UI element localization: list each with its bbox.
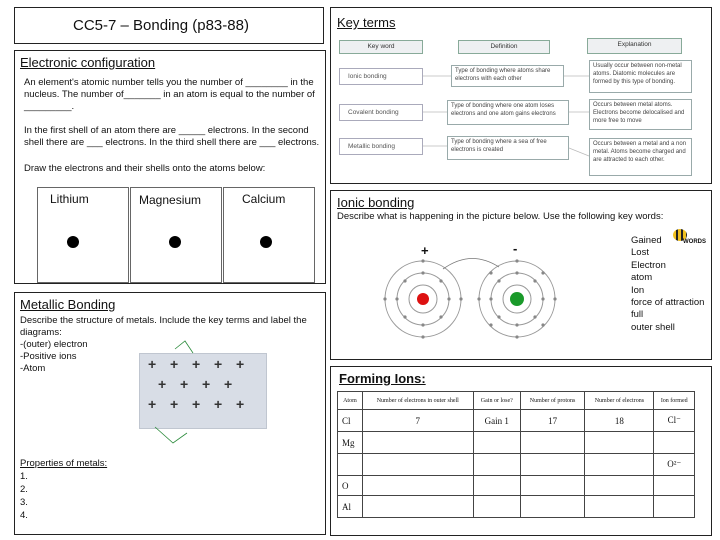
cell bbox=[585, 454, 654, 476]
table-row bbox=[338, 410, 695, 432]
table-row bbox=[338, 496, 695, 518]
definition-2: Type of bonding where one atom loses electrons and one atom gains electrons bbox=[447, 100, 569, 125]
nucleus-calcium bbox=[260, 236, 272, 248]
cell: O²⁻ bbox=[654, 454, 695, 476]
keyword-ion: Ion bbox=[631, 284, 645, 296]
property-2: 2. bbox=[20, 484, 28, 495]
keyword-outer-shell: outer shell bbox=[631, 321, 675, 333]
electronic-config-box bbox=[14, 50, 326, 284]
nucleus-lithium bbox=[67, 236, 79, 248]
keyword-gained: Gained bbox=[631, 235, 662, 246]
properties-heading: Properties of metals: bbox=[20, 458, 108, 469]
key-terms-box bbox=[330, 7, 712, 184]
property-1: 1. bbox=[20, 471, 28, 482]
property-3: 3. bbox=[20, 497, 28, 508]
cell bbox=[473, 496, 520, 518]
cell bbox=[520, 432, 584, 454]
col-gain-lose: Gain or lose? bbox=[473, 392, 520, 410]
key-terms-connector-lines bbox=[331, 8, 713, 185]
metallic-lattice-diagram: + + + + + + + + + + + + + + bbox=[139, 353, 267, 429]
page-title: CC5-7 – Bonding (p83-88) bbox=[73, 17, 249, 34]
cell: Cl bbox=[338, 410, 363, 432]
cell: 18 bbox=[585, 410, 654, 432]
explanation-1: Usually occur between non-metal atoms. Diatomic molecules are formed by this type of bonding. bbox=[589, 60, 692, 93]
col-outer-electrons: Number of electrons in outer shell bbox=[362, 392, 473, 410]
cell: Gain 1 bbox=[473, 410, 520, 432]
key-word-metallic: Metallic bonding bbox=[339, 138, 423, 155]
cell bbox=[473, 476, 520, 496]
ionic-instruction: Describe what is happening in the picture below. Use the following key words: bbox=[337, 211, 664, 222]
definition-1: Type of bonding where atoms share electrons with each other bbox=[451, 65, 564, 87]
cell bbox=[585, 476, 654, 496]
explanation-header: Explanation bbox=[587, 38, 682, 54]
config-paragraph-3: Draw the electrons and their shells onto the atoms below: bbox=[24, 163, 266, 174]
atom-panel-calcium bbox=[223, 187, 315, 283]
ionic-bonding-heading: Ionic bonding bbox=[337, 195, 415, 210]
table-row bbox=[338, 432, 695, 454]
key-terms-heading: Key terms bbox=[337, 15, 396, 30]
col-electrons: Number of electrons bbox=[585, 392, 654, 410]
definition-header: Definition bbox=[458, 40, 550, 54]
cell: Al bbox=[338, 496, 363, 518]
table-row bbox=[338, 454, 695, 476]
key-word-header: Key word bbox=[339, 40, 423, 54]
col-protons: Number of protons bbox=[520, 392, 584, 410]
property-4: 4. bbox=[20, 510, 28, 521]
col-atom: Atom bbox=[338, 392, 363, 410]
cell bbox=[654, 496, 695, 518]
atom-label-magnesium: Magnesium bbox=[139, 193, 202, 207]
keyword-electron: Electron bbox=[631, 259, 666, 271]
ionic-keyword-list bbox=[631, 235, 704, 334]
electronic-config-heading: Electronic configuration bbox=[20, 55, 156, 70]
cell bbox=[585, 432, 654, 454]
cell bbox=[362, 476, 473, 496]
cell: 17 bbox=[520, 410, 584, 432]
col-ion-formed: Ion formed bbox=[654, 392, 695, 410]
explanation-3: Occurs between a metal and a non metal. Atoms become charged and are attracted to each other. bbox=[589, 138, 692, 176]
words-badge: WORDS bbox=[683, 239, 706, 245]
cell: Cl⁻ bbox=[654, 410, 695, 432]
keyword-full: full bbox=[631, 309, 644, 321]
ionic-bonding-box bbox=[330, 190, 712, 360]
atom-label-calcium: Calcium bbox=[242, 192, 286, 206]
atom-panel-magnesium bbox=[130, 187, 222, 283]
cell bbox=[520, 496, 584, 518]
electron-transfer-arrow bbox=[443, 258, 499, 269]
config-paragraph-1: An element's atomic number tells you the number of ________ in the nucleus. The number of_______ in an atom is equal to the number of _________. bbox=[24, 77, 315, 112]
atom-panel-lithium bbox=[37, 187, 129, 283]
keyword-atom: atom bbox=[631, 272, 653, 284]
cell bbox=[520, 454, 584, 476]
table-row bbox=[338, 476, 695, 496]
title-box bbox=[14, 7, 324, 44]
cell bbox=[338, 454, 363, 476]
minus-sign: - bbox=[513, 241, 518, 256]
key-word-ionic: Ionic bonding bbox=[339, 68, 423, 85]
keyword-lost: Lost bbox=[631, 247, 649, 259]
cell bbox=[520, 476, 584, 496]
cell: O bbox=[338, 476, 363, 496]
atom-label-lithium: Lithium bbox=[50, 192, 89, 206]
forming-ions-box bbox=[330, 366, 712, 536]
cell: 7 bbox=[362, 410, 473, 432]
cell: Mg bbox=[338, 432, 363, 454]
explanation-2: Occurs between metal atoms. Electrons become delocalised and more free to move bbox=[589, 99, 692, 130]
key-word-covalent: Covalent bonding bbox=[339, 104, 423, 121]
metallic-bonding-box bbox=[14, 292, 326, 535]
nucleus-magnesium bbox=[169, 236, 181, 248]
cell bbox=[654, 432, 695, 454]
metallic-label-lines bbox=[15, 293, 327, 536]
config-paragraph-2: In the first shell of an atom there are _____ electrons. In the second shell there are ___ electrons. In the third shell there are ___ electrons. bbox=[24, 125, 320, 148]
metallic-instruction: Describe the structure of metals. Include the key terms and label the diagrams: -(outer) electron -Positive ions -Atom bbox=[20, 315, 307, 374]
cell bbox=[473, 432, 520, 454]
cell bbox=[585, 496, 654, 518]
cell bbox=[362, 432, 473, 454]
cell bbox=[362, 496, 473, 518]
metallic-bonding-heading: Metallic Bonding bbox=[20, 297, 116, 312]
ionic-bonding-diagram bbox=[381, 239, 571, 357]
cell bbox=[473, 454, 520, 476]
cell bbox=[362, 454, 473, 476]
forming-ions-table bbox=[337, 391, 695, 518]
keyword-force-of-attraction: force of attraction bbox=[631, 297, 705, 309]
definition-3: Type of bonding where a sea of free electrons is created bbox=[447, 136, 569, 160]
table-header-row bbox=[338, 392, 695, 410]
cell bbox=[654, 476, 695, 496]
plus-sign: + bbox=[421, 243, 429, 258]
forming-ions-heading: Forming Ions: bbox=[339, 371, 426, 386]
